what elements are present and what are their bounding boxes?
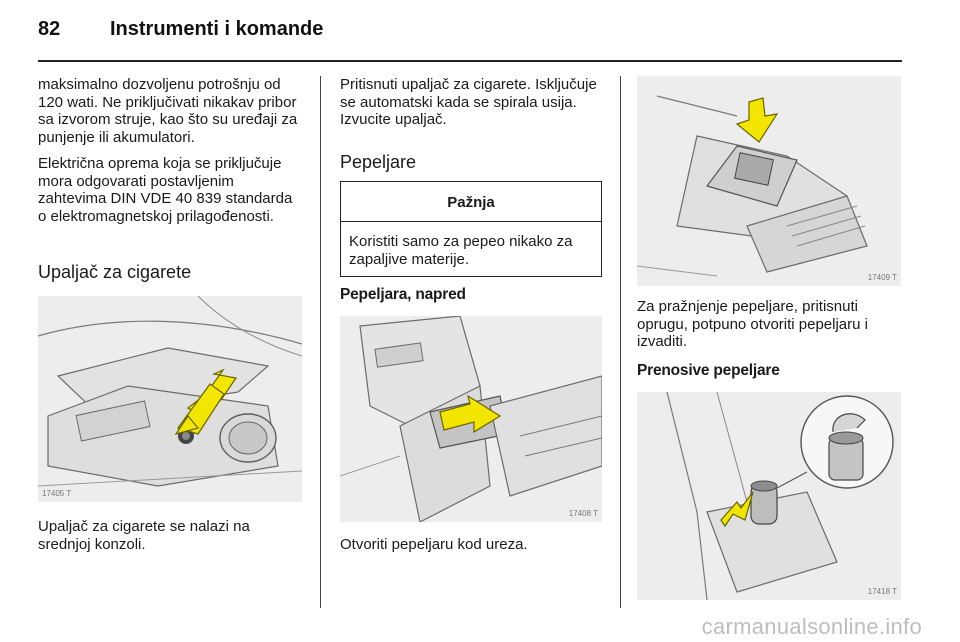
section-heading-cigarette-lighter: Upaljač za cigarete — [38, 262, 192, 282]
portable-ashtray-illustration — [637, 392, 901, 600]
page-title: Instrumenti i komande — [110, 18, 324, 40]
watermark: carmanualsonline.info — [701, 614, 922, 639]
column-divider-2 — [620, 76, 621, 608]
paragraph: Električna oprema koja se priključuje mora odgovarati postavljenim zahtevima DIN VDE 40 839 standarda o elektromagnetskoj prilagođenosti. — [38, 155, 293, 225]
column-1 — [38, 76, 304, 234]
paragraph: maksimalno dozvoljenu potrošnju od 120 wati. Ne priključivati nikakav pribor sa izvorom struje, kao što su uređaji za punjenje ili akumulatori. — [38, 76, 298, 146]
section-heading-ashtrays: Pepeljare — [340, 152, 417, 172]
page-header — [38, 18, 323, 41]
figure-number: 17408 T — [568, 509, 598, 518]
cigarette-lighter-illustration — [38, 296, 302, 502]
front-ashtray-illustration — [340, 316, 602, 522]
page-number: 82 — [38, 18, 61, 40]
figure-cigarette-lighter — [38, 296, 302, 502]
notice-box — [340, 181, 602, 277]
figure-number: 17405 T — [42, 489, 72, 498]
figure-number: 17418 T — [867, 587, 897, 596]
figure-caption: Upaljač za cigarete se nalazi na srednjoj konzoli. — [38, 518, 250, 553]
header-rule — [38, 60, 902, 62]
subheading-portable-ashtrays: Prenosive pepeljare — [637, 362, 780, 379]
subheading-front-ashtray: Pepeljara, napred — [340, 286, 466, 303]
column-divider-1 — [320, 76, 321, 608]
notice-body: Koristiti samo za pepeo nikako za zapaljive materije. — [349, 233, 573, 268]
figure-caption: Otvoriti pepeljaru kod ureza. — [340, 536, 528, 553]
figure-portable-ashtray — [637, 392, 901, 600]
column-2 — [340, 76, 602, 138]
paragraph: Pritisnuti upaljač za cigarete. Isključuje se automatski kada se spirala usija. Izvucite upaljač. — [340, 76, 597, 128]
notice-title: Pažnja — [341, 182, 601, 222]
figure-front-ashtray — [340, 316, 602, 522]
figure-caption: Za pražnjenje pepeljare, pritisnuti oprugu, potpuno otvoriti pepeljaru i izvaditi. — [637, 298, 868, 350]
figure-empty-ashtray — [637, 76, 901, 286]
ashtray-removal-illustration — [637, 76, 901, 286]
figure-number: 17409 T — [867, 273, 897, 282]
